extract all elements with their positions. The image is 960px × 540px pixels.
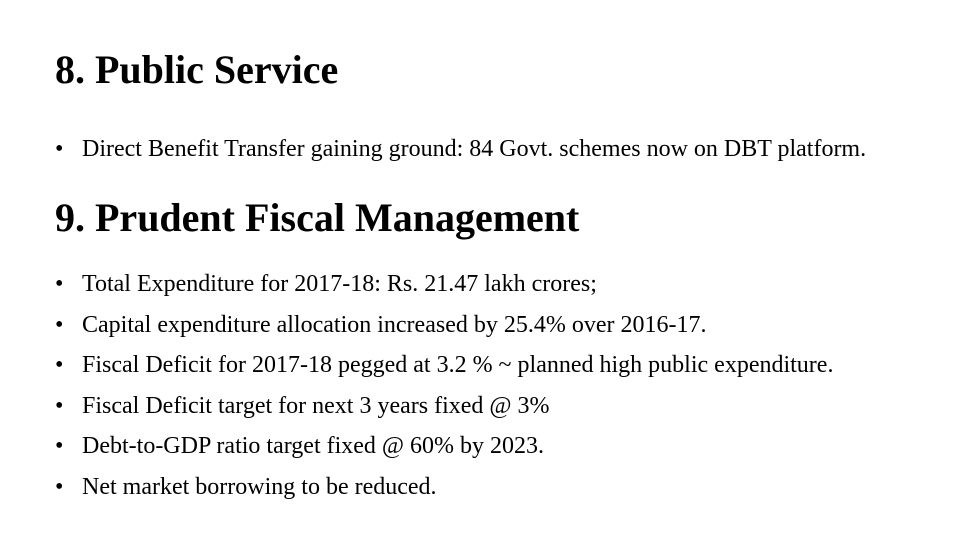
bullet-dot-icon: • xyxy=(55,136,64,162)
fiscal-management-bullet-list xyxy=(55,271,935,514)
bullet-item xyxy=(55,352,935,379)
bullet-dot-icon: • xyxy=(55,352,64,378)
bullet-item xyxy=(55,433,935,460)
bullet-text: Total Expenditure for 2017-18: Rs. 21.47 lakh crores; xyxy=(82,271,597,297)
bullet-dot-icon: • xyxy=(55,473,64,500)
bullet-text: Fiscal Deficit for 2017-18 pegged at 3.2 % ~ planned high public expenditure. xyxy=(82,352,834,378)
bullet-dot-icon: • xyxy=(55,433,64,459)
bullet-item xyxy=(55,271,935,298)
bullet-dot-icon: • xyxy=(55,311,64,338)
public-service-bullet-list xyxy=(55,136,935,177)
bullet-text: Debt-to-GDP ratio target fixed @ 60% by 2023. xyxy=(82,433,545,459)
bullet-text: Net market borrowing to be reduced. xyxy=(82,473,437,500)
bullet-text: Fiscal Deficit target for next 3 years fixed @ 3% xyxy=(82,392,550,419)
bullet-text: Direct Benefit Transfer gaining ground: 84 Govt. schemes now on DBT platform. xyxy=(82,136,867,162)
bullet-dot-icon: • xyxy=(55,271,64,297)
bullet-item xyxy=(55,312,935,339)
section-title-public-service: 8. Public Service xyxy=(55,47,339,92)
bullet-text: Capital expenditure allocation increased by 25.4% over 2016-17. xyxy=(82,311,707,338)
bullet-item xyxy=(55,474,935,501)
bullet-item xyxy=(55,393,935,420)
bullet-item xyxy=(55,136,935,163)
bullet-dot-icon: • xyxy=(55,392,64,419)
section-title-fiscal-management: 9. Prudent Fiscal Management xyxy=(55,195,580,240)
